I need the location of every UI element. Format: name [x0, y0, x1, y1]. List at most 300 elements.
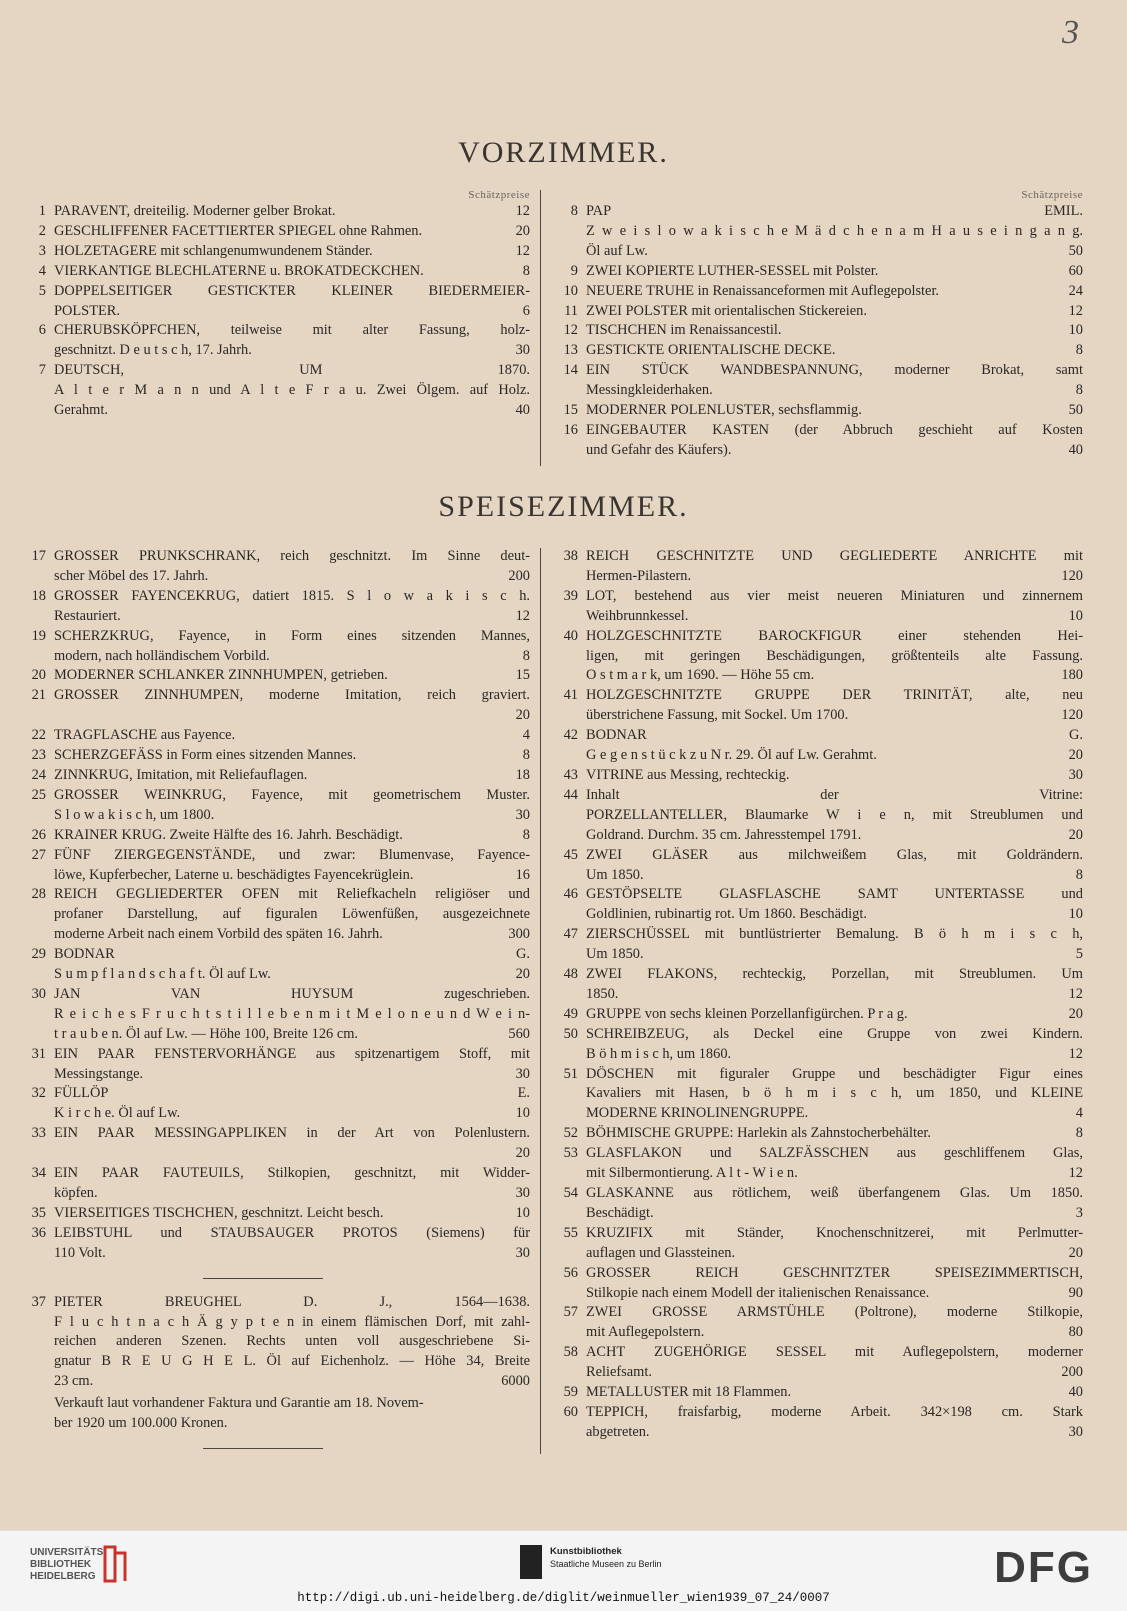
lot-line [54, 905, 530, 925]
lot-line [54, 242, 530, 262]
lot-line [586, 666, 1083, 686]
lot-number: 22 [31, 727, 46, 744]
lot-line [586, 905, 1083, 925]
catalog-entry [550, 686, 1083, 726]
lot-number: 58 [563, 1344, 578, 1361]
lot-description [54, 361, 530, 421]
lot-line [54, 1184, 530, 1204]
lot-line [54, 341, 530, 361]
lot-description [586, 1184, 1083, 1224]
lot-line [54, 1065, 530, 1085]
estimate-price: 8 [522, 262, 530, 279]
estimate-price: 5 [1075, 946, 1083, 963]
lot-text: moderne Arbeit nach einem Vorbild des späten 16. Jahrh. [54, 926, 383, 943]
price-header-left: Schätzpreise [468, 189, 530, 201]
lot-number: 20 [31, 667, 46, 684]
lot-text: EINGEBAUTER KASTEN (der Abbruch geschieht auf Kosten [586, 421, 1083, 438]
lot-line [54, 1005, 530, 1025]
lot-text: profaner Darstellung, auf figuralen Löwenfüßen, ausgezeichnete [54, 906, 530, 923]
speisezimmer-left-column [18, 547, 530, 1463]
kunstbibliothek-emblem-icon [520, 1545, 542, 1579]
lot-line [586, 1164, 1083, 1184]
lot-line [586, 1423, 1083, 1443]
lot-number: 27 [31, 846, 46, 863]
lot-description [586, 587, 1083, 627]
lot-text: ACHT ZUGEHÖRIGE SESSEL mit Auflegepolstern, moderner [586, 1344, 1083, 1361]
estimate-price: 10 [515, 1105, 530, 1122]
lot-number: 21 [31, 687, 46, 704]
lot-description [54, 985, 530, 1045]
lot-number: 26 [31, 826, 46, 843]
lot-line [586, 885, 1083, 905]
lot-line [586, 945, 1083, 965]
section-title-speisezimmer: SPEISEZIMMER. [438, 490, 689, 523]
catalog-entry [18, 826, 530, 846]
lot-text: KRUZIFIX mit Ständer, Knochenschnitzerei, mit Perlmutter- [586, 1224, 1083, 1241]
lot-text: R e i c h e s F r u c h t s t i l l e b e n m i t M e l o n e u n d W e i n- [54, 1005, 530, 1022]
lot-number: 51 [563, 1065, 578, 1082]
university-library-logo[interactable] [30, 1547, 107, 1583]
lot-line [586, 361, 1083, 381]
catalog-entry [550, 627, 1083, 687]
footer-bar [0, 1530, 1127, 1611]
lot-text: GLASFLAKON und SALZFÄSSCHEN aus geschliffenem Glas, [586, 1145, 1083, 1162]
dfg-logo[interactable]: DFG [994, 1543, 1093, 1592]
lot-text: GROSSER FAYENCEKRUG, datiert 1815. S l o w a k i s c h. [54, 587, 530, 604]
lot-text: Um 1850. [586, 946, 644, 963]
lot-text: EIN PAAR FAUTEUILS, Stilkopien, geschnitzt, mit Widder- [54, 1165, 530, 1182]
column-divider [540, 548, 541, 1454]
lot-text: EIN PAAR FENSTERVORHÄNGE aus spitzenartigem Stoff, mit [54, 1045, 530, 1062]
lot-text: ZWEI GLÄSER aus milchweißem Glas, mit Goldrändern. [586, 846, 1083, 863]
lot-description [586, 341, 1083, 361]
estimate-price: 30 [515, 1065, 530, 1082]
sale-note-line: ber 1920 um 100.000 Kronen. [54, 1415, 228, 1432]
kunstbibliothek-logo[interactable] [550, 1545, 662, 1570]
lot-line [54, 647, 530, 667]
lot-line [54, 1104, 530, 1124]
library-emblem-icon [102, 1545, 128, 1583]
lot-text: Weihbrunnkessel. [586, 607, 689, 624]
price-header-right: Schätzpreise [1021, 189, 1083, 201]
lot-text: reichen anderen Szenen. Rechts unten voll ausgeschriebene Si- [54, 1333, 530, 1350]
lot-description [586, 282, 1083, 302]
lot-number: 23 [31, 747, 46, 764]
catalog-entry [18, 985, 530, 1045]
lot-line [586, 262, 1083, 282]
estimate-price: 120 [1061, 567, 1083, 584]
lot-line [586, 985, 1083, 1005]
lot-description [586, 401, 1083, 421]
lot-line [586, 627, 1083, 647]
lot-number: 56 [563, 1264, 578, 1281]
lot-line [586, 647, 1083, 667]
lot-number: 57 [563, 1304, 578, 1321]
lot-text: GROSSER REICH GESCHNITZTER SPEISEZIMMERTISCH, [586, 1264, 1083, 1281]
lot-description [586, 421, 1083, 461]
lot-number: 60 [563, 1403, 578, 1420]
catalog-entry [550, 587, 1083, 627]
lot-text: GRUPPE von sechs kleinen Porzellanfigürchen. P r a g. [586, 1005, 908, 1022]
lot-line [54, 746, 530, 766]
estimate-price: 10 [1068, 322, 1083, 339]
lot-line [54, 726, 530, 746]
lot-text: VIERSEITIGES TISCHCHEN, geschnitzt. Leicht besch. [54, 1204, 384, 1221]
page-number: 3 [1062, 14, 1079, 51]
lot-line [54, 607, 530, 627]
lot-text: geschnitzt. D e u t s c h, 17. Jahrh. [54, 342, 252, 359]
lot-line [54, 945, 530, 965]
catalog-entry [18, 846, 530, 886]
lot-line [54, 1332, 530, 1352]
kb-title: Kunstbibliothek [550, 1546, 622, 1557]
lot-text: Gerahmt. [54, 402, 108, 419]
catalog-entry [18, 1084, 530, 1124]
lot-number: 54 [563, 1185, 578, 1201]
catalog-entry [550, 1343, 1083, 1383]
column-divider [540, 190, 541, 466]
vorzimmer-left-column [18, 188, 530, 421]
lot-text: GROSSER ZINNHUMPEN, moderne Imitation, reich graviert. [54, 687, 530, 704]
lot-line [54, 866, 530, 886]
lot-line [54, 361, 530, 381]
lot-text: MODERNER POLENLUSTER, sechsflammig. [586, 402, 862, 419]
lot-text: gnatur B R E U G H E L. Öl auf Eichenholz. — Höhe 34, Breite [54, 1353, 530, 1370]
lot-line [586, 1104, 1083, 1124]
lot-line [586, 587, 1083, 607]
lot-text: S l o w a k i s c h, um 1800. [54, 806, 215, 823]
lot-number: 29 [31, 946, 46, 963]
lot-number: 24 [31, 766, 46, 783]
lot-text: G e g e n s t ü c k z u N r. 29. Öl auf Lw. Gerahmt. [586, 747, 877, 764]
lot-text: Goldlinien, rubinartig rot. Um 1860. Beschädigt. [586, 906, 867, 923]
lot-text: 110 Volt. [54, 1244, 106, 1261]
lot-text: REICH GEGLIEDERTER OFEN mit Reliefkacheln religiöser und [54, 886, 530, 903]
lot-text: Inhalt der Vitrine: [586, 786, 1083, 803]
lot-text: Stilkopie nach einem Modell der italienischen Renaissance. [586, 1284, 930, 1301]
lot-text: DÖSCHEN mit figuraler Gruppe und beschädigter Figur eines [586, 1065, 1083, 1082]
lot-number: 16 [563, 421, 578, 438]
lot-line [54, 627, 530, 647]
lot-number: 7 [38, 362, 46, 379]
lot-text: VITRINE aus Messing, rechteckig. [586, 766, 790, 783]
lot-line [586, 1403, 1083, 1423]
lot-text: GROSSER WEINKRUG, Fayence, mit geometrischem Muster. [54, 786, 530, 803]
lot-number: 55 [563, 1224, 578, 1241]
lot-text: Hermen-Pilastern. [586, 567, 692, 584]
lot-description [586, 1124, 1083, 1144]
lot-number: 11 [564, 302, 578, 319]
estimate-price: 4 [522, 727, 530, 744]
estimate-price: 20 [515, 1145, 530, 1162]
estimate-price: 8 [522, 826, 530, 843]
lot-line [54, 1164, 530, 1184]
lot-text: Messingkleiderhaken. [586, 382, 713, 399]
lot-number: 36 [31, 1224, 46, 1241]
catalog-entry [550, 786, 1083, 846]
lot-description [586, 1343, 1083, 1383]
estimate-price: 16 [515, 866, 530, 883]
uni-logo-line: UNIVERSITÄTS- [30, 1547, 107, 1558]
lot-number: 33 [31, 1125, 46, 1142]
sale-note-line: Verkauft laut vorhandener Faktura und Garantie am 18. Novem- [54, 1395, 424, 1412]
lot-text: METALLUSTER mit 18 Flammen. [586, 1384, 792, 1401]
estimate-price: 12 [515, 242, 530, 259]
lot-text: ZWEI KOPIERTE LUTHER-SESSEL mit Polster. [586, 262, 879, 279]
lot-line [586, 1005, 1083, 1025]
estimate-price: 80 [1068, 1324, 1083, 1341]
estimate-price: 15 [515, 667, 530, 684]
lot-description [54, 945, 530, 985]
section-title-vorzimmer: VORZIMMER. [458, 136, 669, 169]
estimate-price: 560 [508, 1025, 530, 1042]
lot-line [54, 1025, 530, 1045]
lot-description [586, 1264, 1083, 1304]
estimate-price: 60 [1068, 262, 1083, 279]
lot-text: JAN VAN HUYSUM zugeschrieben. [54, 985, 530, 1002]
estimate-price: 180 [1061, 667, 1083, 684]
lot-description [586, 1403, 1083, 1443]
lot-text: FÜNF ZIERGEGENSTÄNDE, und zwar: Blumenvase, Fayence- [54, 846, 530, 863]
lot-text: BODNAR G. [54, 946, 530, 963]
lot-description [54, 746, 530, 766]
kb-subtitle: Staatliche Museen zu Berlin [550, 1559, 662, 1569]
lot-text: Restauriert. [54, 607, 121, 624]
lot-text: FÜLLÖP E. [54, 1085, 530, 1102]
lot-text: 1850. [586, 985, 619, 1002]
catalog-entry [550, 262, 1083, 282]
estimate-price: 40 [515, 402, 530, 419]
lot-number: 8 [570, 203, 578, 219]
lot-description [54, 202, 530, 222]
catalog-entry [18, 282, 530, 322]
lot-number: 3 [38, 242, 46, 259]
catalog-entry [550, 1224, 1083, 1264]
lot-text: GESTÖPSELTE GLASFLASCHE SAMT UNTERTASSE und [586, 886, 1083, 903]
lot-text: NEUERE TRUHE in Renaissanceformen mit Auflegepolster. [586, 282, 940, 299]
lot-number: 31 [31, 1045, 46, 1062]
vorzimmer-right-column [550, 188, 1083, 461]
lot-description [586, 1224, 1083, 1264]
lot-text: abgetreten. [586, 1423, 650, 1440]
lot-line [54, 1204, 530, 1224]
lot-line [586, 242, 1083, 262]
catalog-entry [18, 746, 530, 766]
lot-description [586, 1303, 1083, 1343]
lot-number: 30 [31, 985, 46, 1002]
lot-text: CHERUBSKÖPFCHEN, teilweise mit alter Fassung, holz- [54, 322, 530, 339]
lot-text: auflagen und Glassteinen. [586, 1244, 736, 1261]
lot-description [54, 686, 530, 726]
estimate-price: 30 [515, 806, 530, 823]
lot-line [54, 547, 530, 567]
lot-text: PAP EMIL. [586, 203, 1083, 219]
lot-line [54, 567, 530, 587]
lot-line [54, 1352, 530, 1372]
estimate-price: 120 [1061, 707, 1083, 724]
lot-number: 12 [563, 322, 578, 339]
lot-description [54, 1293, 530, 1393]
lot-line [54, 1224, 530, 1244]
estimate-price: 8 [1075, 382, 1083, 399]
estimate-price: 10 [515, 1204, 530, 1221]
lot-description [54, 222, 530, 242]
lot-text: scher Möbel des 17. Jahrh. [54, 567, 209, 584]
lot-description [54, 1124, 530, 1164]
lot-description [54, 262, 530, 282]
catalog-entry [18, 202, 530, 222]
lot-description [54, 321, 530, 361]
sale-note [18, 1394, 530, 1434]
catalog-entry [18, 686, 530, 726]
catalog-entry [550, 321, 1083, 341]
lot-number: 41 [563, 687, 578, 704]
catalog-entry [18, 1124, 530, 1164]
catalog-entry [18, 1204, 530, 1224]
lot-line [586, 381, 1083, 401]
lot-description [586, 786, 1083, 846]
lot-number: 25 [31, 786, 46, 803]
catalog-entry [550, 1184, 1083, 1224]
lot-description [54, 766, 530, 786]
estimate-price: 3 [1075, 1204, 1083, 1221]
lot-text: EIN STÜCK WANDBESPANNUNG, moderner Brokat, samt [586, 362, 1083, 379]
lot-line [54, 1372, 530, 1392]
lot-text: MODERNE KRINOLINENGRUPPE. [586, 1105, 809, 1122]
lot-number: 15 [563, 402, 578, 419]
lot-text: HOLZETAGERE mit schlangenumwundenem Ständer. [54, 242, 373, 259]
catalog-entry [550, 302, 1083, 322]
lot-text: Beschädigt. [586, 1204, 654, 1221]
page-url[interactable]: http://digi.ub.uni-heidelberg.de/diglit/weinmueller_wien1939_07_24/0007 [297, 1591, 830, 1605]
lot-text: und Gefahr des Käufers). [586, 441, 732, 458]
estimate-price: 6000 [501, 1373, 530, 1390]
lot-number: 40 [563, 627, 578, 644]
lot-text: ZWEI POLSTER mit orientalischen Stickereien. [586, 302, 867, 319]
catalog-entry [18, 945, 530, 985]
lot-text: PORZELLANTELLER, Blaumarke W i e n, mit Streublumen und [586, 806, 1083, 823]
lot-text: SCHREIBZEUG, als Deckel eine Gruppe von zwei Kindern. [586, 1025, 1083, 1042]
catalog-entry [550, 766, 1083, 786]
catalog-entry [18, 1293, 530, 1393]
estimate-price: 12 [515, 607, 530, 624]
lot-line [586, 567, 1083, 587]
estimate-price: 200 [1061, 1364, 1083, 1381]
lot-description [54, 726, 530, 746]
lot-description [586, 262, 1083, 282]
lot-line [586, 1084, 1083, 1104]
lot-number: 28 [31, 886, 46, 903]
lot-number: 19 [31, 627, 46, 644]
lot-line [54, 282, 530, 302]
catalog-entry [550, 1264, 1083, 1304]
lot-number: 9 [570, 262, 578, 279]
catalog-entry [550, 1403, 1083, 1443]
catalog-entry [18, 321, 530, 361]
lot-line [54, 985, 530, 1005]
estimate-price: 10 [1068, 906, 1083, 923]
estimate-price: 12 [515, 203, 530, 219]
uni-logo-line: HEIDELBERG [30, 1571, 96, 1582]
lot-line [586, 202, 1083, 222]
lot-text: TEPPICH, fraisfarbig, moderne Arbeit. 342×198 cm. Stark [586, 1403, 1083, 1420]
lot-number: 35 [31, 1204, 46, 1221]
estimate-price: 20 [515, 707, 530, 724]
lot-line [586, 826, 1083, 846]
lot-line [54, 1045, 530, 1065]
lot-line [54, 587, 530, 607]
lot-number: 14 [563, 362, 578, 379]
lot-text: GROSSER PRUNKSCHRANK, reich geschnitzt. Im Sinne deut- [54, 548, 530, 564]
lot-line [54, 686, 530, 706]
lot-number: 39 [563, 587, 578, 604]
lot-number: 2 [38, 222, 46, 239]
estimate-price: 200 [508, 567, 530, 584]
lot-line [586, 401, 1083, 421]
lot-line [54, 806, 530, 826]
estimate-price: 20 [1068, 747, 1083, 764]
catalog-entry [18, 222, 530, 242]
lot-text: HOLZGESCHNITZTE BAROCKFIGUR einer stehenden Hei- [586, 627, 1083, 644]
catalog-entry [550, 965, 1083, 1005]
catalog-entry [550, 1144, 1083, 1184]
estimate-price: 50 [1068, 242, 1083, 259]
lot-line [586, 965, 1083, 985]
lot-text: PIETER BREUGHEL D. J., 1564—1638. [54, 1293, 530, 1310]
catalog-entry [18, 766, 530, 786]
lot-line [586, 925, 1083, 945]
lot-line [586, 706, 1083, 726]
lot-line [586, 1224, 1083, 1244]
lot-line [586, 726, 1083, 746]
estimate-price: 10 [1068, 607, 1083, 624]
lot-description [54, 1045, 530, 1085]
estimate-price: 8 [1075, 866, 1083, 883]
estimate-price: 12 [1068, 1045, 1083, 1062]
lot-number: 44 [563, 786, 578, 803]
lot-line [54, 222, 530, 242]
estimate-price: 24 [1068, 282, 1083, 299]
lot-line [586, 1204, 1083, 1224]
estimate-price: 12 [1068, 985, 1083, 1002]
lot-line [54, 302, 530, 322]
lot-text: ZWEI FLAKONS, rechteckig, Porzellan, mit Streublumen. Um [586, 966, 1083, 983]
estimate-price: 4 [1075, 1105, 1083, 1122]
lot-line [54, 826, 530, 846]
lot-text: LOT, bestehend aus vier meist neueren Miniaturen und zinnernem [586, 587, 1083, 604]
lot-line [586, 1144, 1083, 1164]
catalog-entry [550, 846, 1083, 886]
catalog-entry [550, 726, 1083, 766]
catalog-entry [550, 1065, 1083, 1125]
estimate-price: 30 [515, 1244, 530, 1261]
lot-description [586, 202, 1083, 262]
lot-text: POLSTER. [54, 302, 120, 319]
lot-text: 23 cm. [54, 1373, 94, 1390]
catalog-entry [550, 547, 1083, 587]
lot-text: LEIBSTUHL und STAUBSAUGER PROTOS (Siemens) für [54, 1224, 530, 1241]
lot-number: 46 [563, 886, 578, 903]
lot-description [586, 547, 1083, 587]
lot-text: ZWEI GROSSE ARMSTÜHLE (Poltrone), moderne Stilkopie, [586, 1304, 1083, 1321]
lot-line [586, 1363, 1083, 1383]
catalog-entry [550, 1303, 1083, 1343]
lot-description [54, 627, 530, 667]
catalog-entry [18, 786, 530, 826]
lot-description [586, 1025, 1083, 1065]
lot-line [54, 321, 530, 341]
lot-line [54, 706, 530, 726]
